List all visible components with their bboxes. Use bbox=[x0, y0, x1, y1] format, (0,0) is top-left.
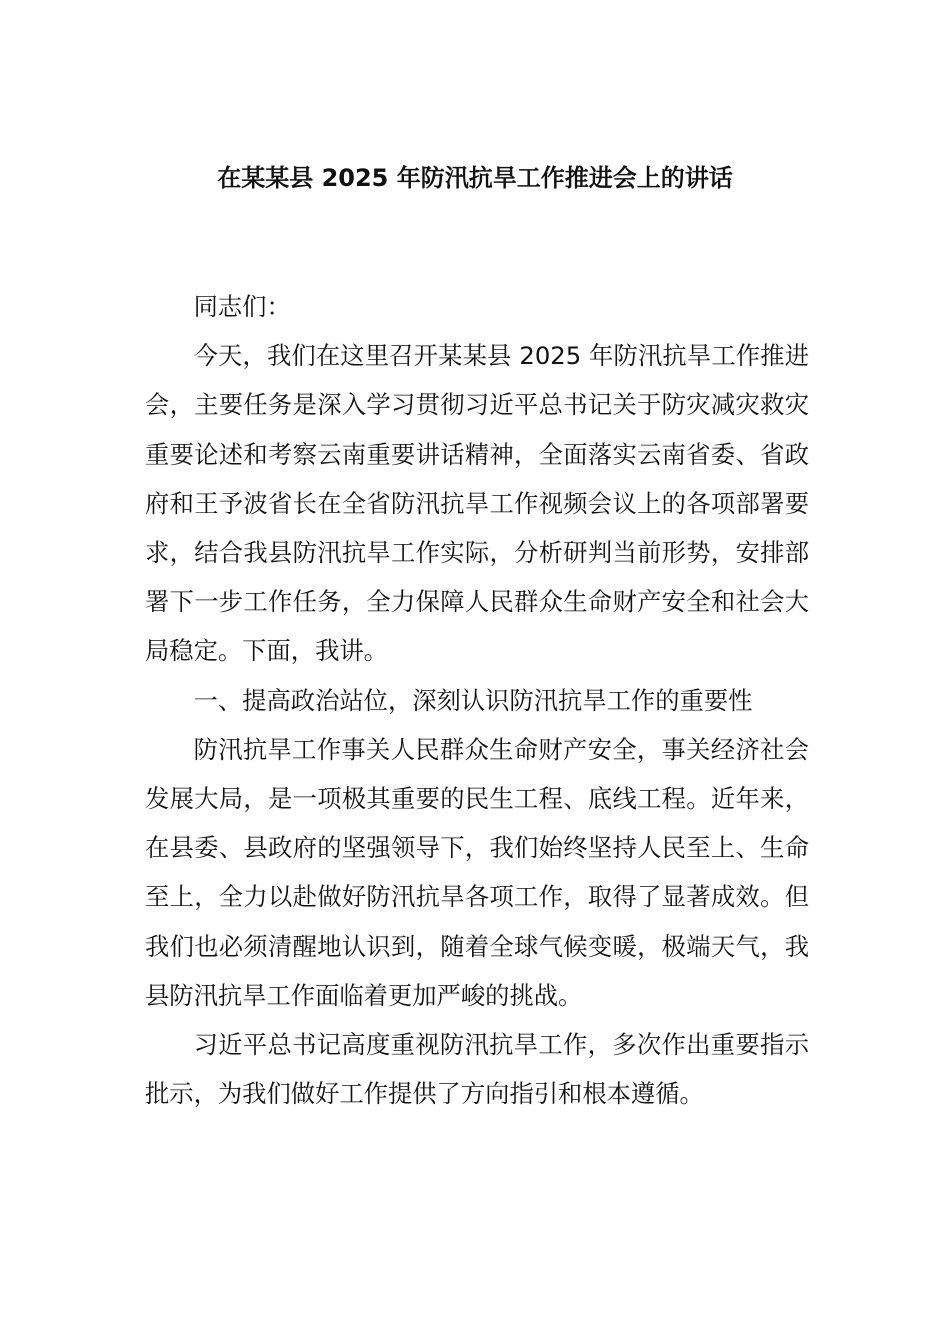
document-body bbox=[145, 282, 809, 1118]
section-heading-1: 一、提高政治站位，深刻认识防汛抗旱工作的重要性 bbox=[193, 685, 753, 715]
opening-paragraph: 今天，我们在这里召开某某县 2025 年防汛抗旱工作推进会，主要任务是深入学习贯彻习近平总书记关于防灾减灾救灾重要论述和考察云南重要讲话精神，全面落实云南省委、省政府和王予波省长在全省防汛抗旱工作视频会议上的各项部署要求，结合我县防汛抗旱工作实际，分析研判当前形势，安排部署下一步工作任务，全力保障人民群众生命财产安全和社会大局稳定。下面，我讲。 bbox=[145, 341, 809, 666]
document-title: 在某某县 2025 年防汛抗旱工作推进会上的讲话 bbox=[217, 164, 733, 192]
body-paragraph: 防汛抗旱工作事关人民群众生命财产安全，事关经济社会发展大局，是一项极其重要的民生工程、底线工程。近年来，在县委、县政府的坚强领导下，我们始终坚持人民至上、生命至上，全力以赴做好防汛抗旱各项工作，取得了显著成效。但我们也必须清醒地认识到，随着全球气候变暖，极端天气，我县防汛抗旱工作面临着更加严峻的挑战。 bbox=[145, 734, 809, 1010]
body-paragraph: 习近平总书记高度重视防汛抗旱工作，多次作出重要指示批示，为我们做好工作提供了方向指引和根本遵循。 bbox=[145, 1030, 809, 1109]
salutation-paragraph: 同志们： bbox=[193, 292, 291, 321]
